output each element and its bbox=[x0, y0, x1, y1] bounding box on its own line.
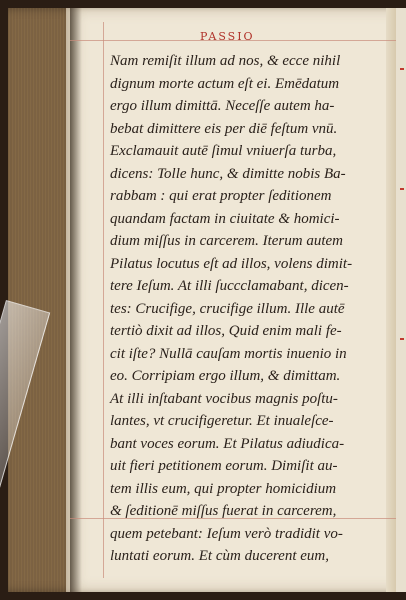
text-line: Pilatus locutus eſt ad illos, volens dimit- bbox=[110, 255, 353, 272]
text-line: quandam factam in ciuitate & homici- bbox=[110, 210, 340, 227]
text-line: cit iſte? Nullā cauſam mortis inuenio in bbox=[110, 345, 347, 362]
text-line: dignum morte actum eſt ei. Emēdatum bbox=[110, 75, 340, 92]
text-line: ergo illum dimittā. Neceſſe autem ha- bbox=[110, 98, 335, 114]
rubric-mark bbox=[400, 338, 404, 340]
text-line: Exclamauit autē ſimul vniuerſa turba, bbox=[110, 143, 337, 159]
text-line: bebat dimittere eis per diē feſtum vnū. bbox=[110, 120, 338, 137]
text-line: At illi inſtabant vocibus magnis poſtu- bbox=[110, 390, 338, 407]
text-line: dicens: Tolle hunc, & dimitte nobis Ba- bbox=[110, 165, 346, 182]
text-line: quem petebant: Ieſum verò tradidit vo- bbox=[110, 525, 343, 542]
text-line: bant voces eorum. Et Pilatus adiudica- bbox=[110, 435, 345, 452]
text-line: & ſeditionē miſſus fuerat in carcerem, bbox=[110, 503, 337, 519]
text-line: tes: Crucifige, crucifige illum. Ille autē bbox=[110, 300, 345, 317]
text-line: Nam remiſit illum ad nos, & ecce nihil bbox=[110, 53, 341, 69]
body-text bbox=[110, 50, 402, 568]
text-line: tere Ieſum. At illi ſuccclamabant, dicen- bbox=[110, 278, 349, 294]
text-line: dium miſſus in carcerem. Iterum autem bbox=[110, 233, 344, 249]
text-line: eo. Corripiam ergo illum, & dimittam. bbox=[110, 368, 341, 384]
gutter-shadow bbox=[70, 8, 82, 592]
text-line: uit fieri petitionem eorum. Dimiſit au- bbox=[110, 458, 338, 474]
frame-rule-left bbox=[103, 22, 104, 578]
rubric-mark bbox=[400, 188, 404, 190]
next-page-edge bbox=[396, 8, 406, 592]
rubric-mark bbox=[400, 68, 404, 70]
text-line: rabbam : qui erat propter ſeditionem bbox=[110, 188, 332, 204]
running-head: PASSIO bbox=[200, 30, 255, 43]
text-line: lantes, vt crucifigeretur. Et inualeſce- bbox=[110, 413, 334, 429]
text-line: tertiò dixit ad illos, Quid enim mali fe- bbox=[110, 323, 342, 339]
text-line: luntati eorum. Et cùm ducerent eum, bbox=[110, 548, 329, 564]
text-line: tem illis eum, qui propter homicidium bbox=[110, 480, 337, 497]
